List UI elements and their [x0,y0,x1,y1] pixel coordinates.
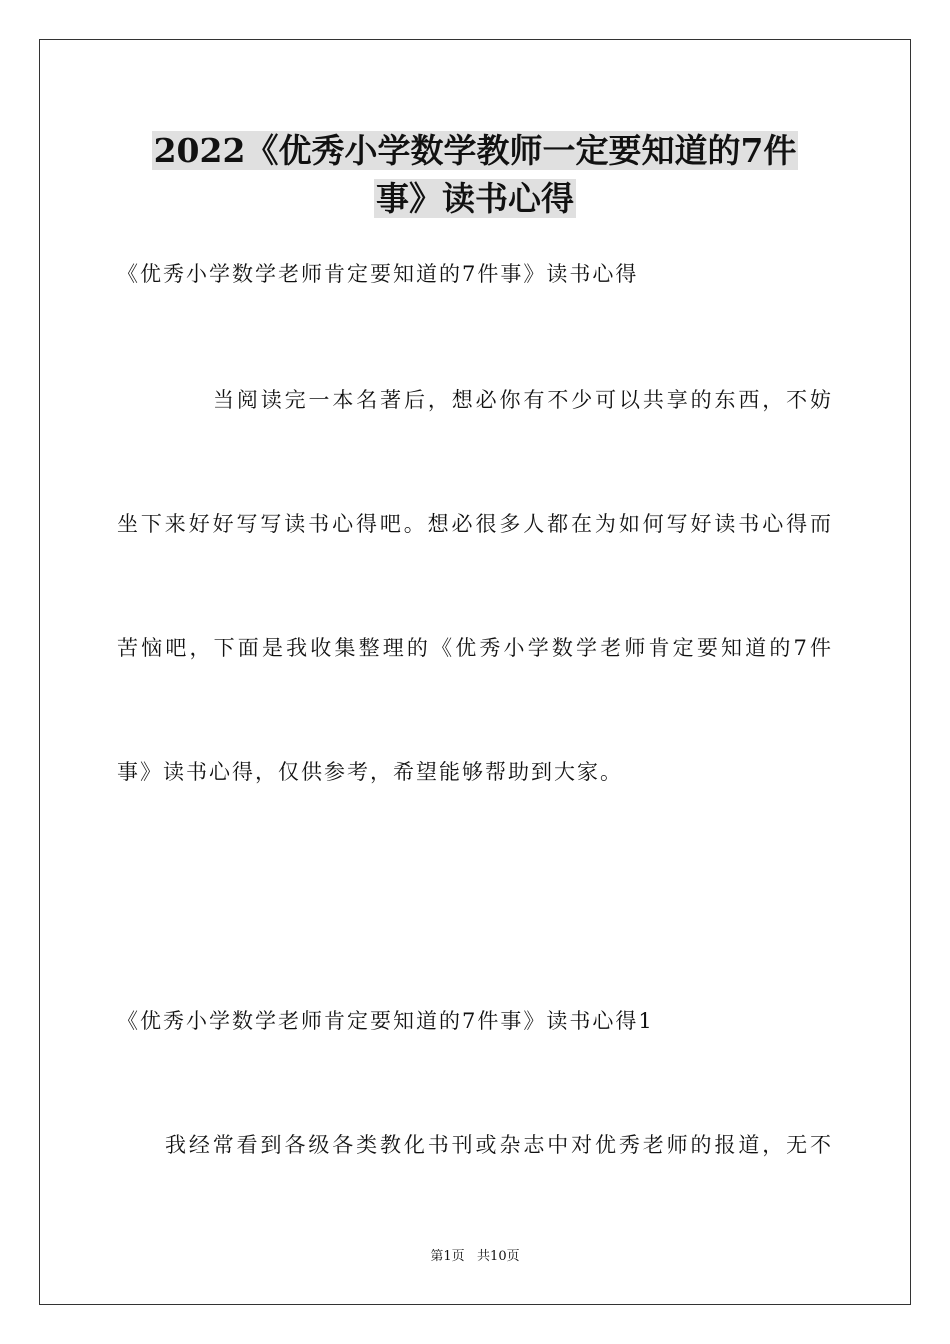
document-subtitle: 《优秀小学数学老师肯定要知道的7件事》读书心得 [117,262,639,286]
intro-line-3: 苦恼吧，下面是我收集整理的《优秀小学数学老师肯定要知道的7件 [117,636,831,660]
page-border [39,39,911,1305]
document-title-line-1: 2022《优秀小学数学教师一定要知道的7件 [153,131,797,170]
document-title-line-2: 事》读书心得 [376,179,574,218]
intro-line-1: 当阅读完一本名著后，想必你有不少可以共享的东西，不妨 [213,388,831,412]
intro-line-2: 坐下来好好写写读书心得吧。想必很多人都在为如何写好读书心得而 [117,512,831,536]
page-footer: 第1页 共10页 [430,1249,520,1264]
intro-line-4: 事》读书心得，仅供参考，希望能够帮助到大家。 [117,760,623,784]
section-paragraph-line-1: 我经常看到各级各类教化书刊或杂志中对优秀老师的报道，无不 [165,1133,831,1157]
section-heading: 《优秀小学数学老师肯定要知道的7件事》读书心得1 [117,1009,654,1033]
